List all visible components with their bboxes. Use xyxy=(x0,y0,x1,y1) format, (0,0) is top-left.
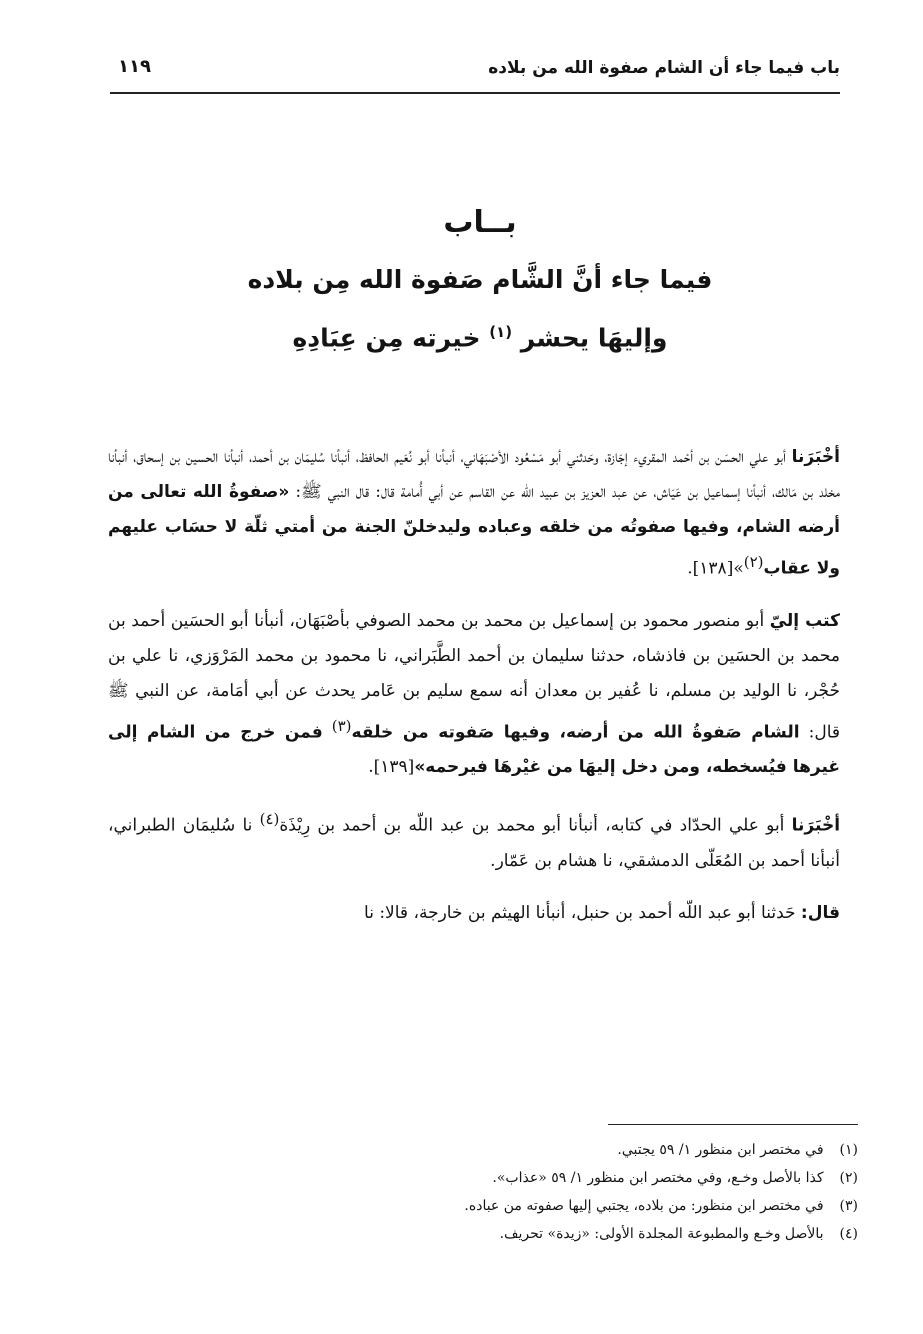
isnad-text-continued: نا سُليمَان الطبراني، أنبأنا أحمد بن المُعَلّى الدمشقي، نا هشام بن عَمّار. xyxy=(108,815,840,871)
paragraph-lead: كتب إليّ xyxy=(769,610,841,631)
footnote-4 xyxy=(140,1220,858,1248)
paragraph-2 xyxy=(108,604,840,786)
footnote-text: في مختصر ابن منظور: من بلاده، يجتبي إليها صفوته من عباده. xyxy=(464,1198,824,1214)
chapter-title-line-2 xyxy=(120,306,840,364)
hadith-text: الشام صَفوةُ الله من أرضه، وفيها صَفوته من خلقه xyxy=(351,722,800,743)
footnote-number: (٢) xyxy=(839,1170,858,1186)
footnote-ref-2: (٢) xyxy=(743,553,764,571)
footnote-ref-4: (٤) xyxy=(259,810,280,829)
chapter-word: بــاب xyxy=(443,205,517,240)
footnote-separator xyxy=(608,1124,858,1125)
isnad-text: أبو علي الحدّاد في كتابه، أنبأنا أبو محمد بن عبد اللّه بن أحمد بن رِيْذَة xyxy=(279,815,785,836)
hadith-text-continued: فمن خرج من الشام إلى غيرها فيُسخطه، ومن دخل إليهَا من غيْرهَا فيرحمه» xyxy=(108,722,840,778)
footnote-ref-1: (١) xyxy=(489,323,513,341)
isnad-text: حَدثنا أبو عبد اللّه أحمد بن حنبل، أنبأنا الهيثم بن خارجة، قالا: نا xyxy=(364,902,796,923)
isnad-text: أبو علي الحسَن بن أحْمد المقريء إجَازة، وحَدثني أبو مَسْعُود الأصْبَهَاني، أنبأنا أبو نُعَيم الحافظ، أنبأنا سُليمَان بن أحمد، أنبأنا الحسين بن إسحاق، أنبأنا مخلد بن مَالك، أنبأنا إسماعيل بن عَيَاش، عن عبد العزيز بن عبيد الله عن القاسم عن أبي أُمامة قال: قال النبي ﷺ: xyxy=(108,447,841,502)
footnote-text: في مختصر ابن منظور ١/ ٥٩ يجتبي. xyxy=(617,1142,824,1158)
chapter-title-line-2-start: وإليهَا يحشر xyxy=(520,323,668,353)
running-title: باب فيما جاء أن الشام صفوة الله من بلاده xyxy=(488,58,840,78)
footnote-1 xyxy=(140,1136,858,1164)
hadith-number: [١٣٩]. xyxy=(368,757,415,778)
footnote-text: بالأصل وخـع والمطبوعة المجلدة الأولى: «زيدة» تحريف. xyxy=(499,1226,824,1242)
chapter-title-line-2-end: خيرته مِن عِبَادِهِ xyxy=(292,323,481,353)
footnote-number: (٤) xyxy=(839,1226,858,1242)
chapter-heading xyxy=(120,205,840,364)
footnote-3 xyxy=(140,1192,858,1220)
footnote-text: كذا بالأصل وخـع، وفي مختصر ابن منظور ١/ ٥٩ «عذاب». xyxy=(492,1170,824,1186)
running-header xyxy=(110,52,840,94)
hadith-number: »[١٣٨]. xyxy=(687,558,744,579)
paragraph-3 xyxy=(108,802,840,879)
body-text xyxy=(108,440,840,948)
paragraph-4 xyxy=(108,896,840,931)
hadith-text: «صفوةُ الله تعالى من أرضه الشام، وفيها صفوتُه من خلقه وعباده وليدخلنّ الجنة من أمتي ثلّة لا حسَاب عليهم ولا عقاب xyxy=(108,482,840,579)
footnote-2 xyxy=(140,1164,858,1192)
footnote-ref-3: (٣) xyxy=(331,716,352,735)
page-number: ١١٩ xyxy=(118,56,151,77)
paragraph-1 xyxy=(108,440,840,587)
isnad-text: أبو منصور محمود بن إسماعيل بن محمد بن محمد الصوفي بأصْبَهَان، أنبأنا أبو الحسَين أحمد بن محمد بن الحسَين بن فاذشاه، حدثنا سليمان بن أحمد الطَّبَراني، نا محمود بن محمد المَرْوَزي، نا علي بن حُجْر، نا الوليد بن مسلم، نا عُفير بن معدان أنه سمع سليم بن عَامر يحدث عن أبي أمَامة، عن النبي ﷺ قال: xyxy=(108,610,841,743)
footnote-number: (٣) xyxy=(839,1198,858,1214)
paragraph-lead: أخْبَرَنا xyxy=(791,447,840,467)
footnote-number: (١) xyxy=(839,1142,858,1158)
chapter-title-line-1: فيما جاء أنَّ الشَّام صَفوة الله مِن بلاده xyxy=(247,265,713,294)
paragraph-lead: أخْبَرَنا xyxy=(791,815,841,836)
paragraph-lead: قال: xyxy=(800,902,840,923)
footnotes xyxy=(140,1136,858,1248)
